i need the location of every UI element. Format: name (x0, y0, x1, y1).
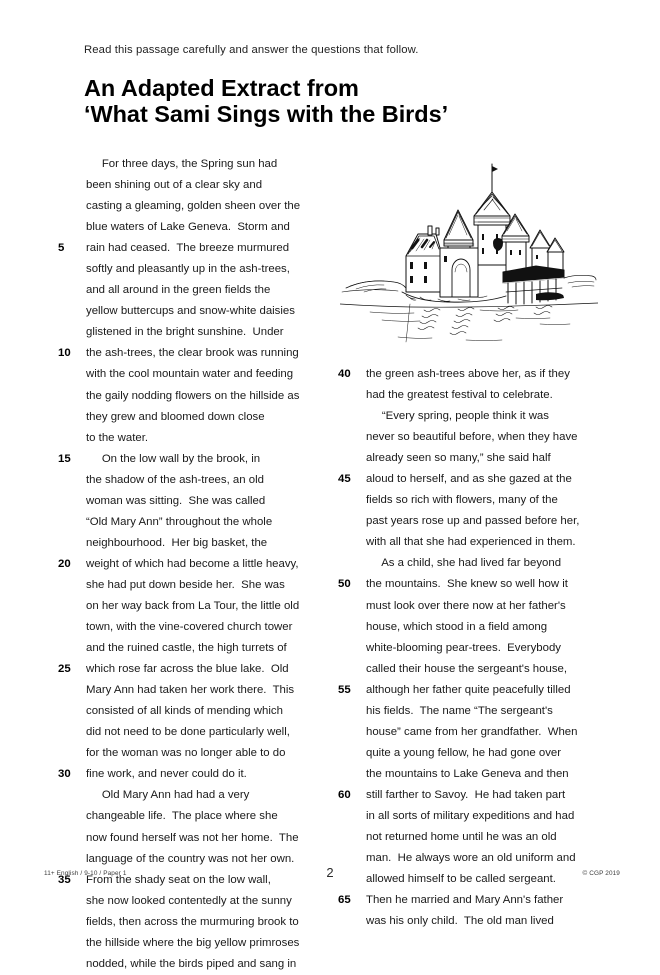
line-number: 40 (338, 368, 351, 380)
passage-line-text: not returned home until he was an old (366, 831, 557, 844)
passage-line (338, 806, 600, 827)
passage-line-text: the hillside where the big yellow primroses (86, 936, 300, 949)
passage-line-text: and all around in the green fields the (86, 284, 271, 297)
passage-line-text: did not need to be done particularly well, (86, 726, 290, 739)
passage-line (58, 428, 320, 449)
footer-copyright: © CGP 2019 (582, 870, 620, 877)
passage-line (58, 259, 320, 280)
passage-line-text: neighbourhood. Her big basket, the (86, 536, 268, 549)
passage-line (338, 574, 600, 595)
passage-line-text: blue waters of Lake Geneva. Storm and (86, 221, 290, 234)
passage-line (338, 427, 600, 448)
passage-line-text: never so beautiful before, when they have (366, 431, 578, 444)
passage-line (58, 322, 320, 343)
footer-reference: 11+ English / 9-10 / Paper 1 (44, 870, 127, 877)
line-number: 65 (338, 894, 351, 907)
passage-line-text: had the greatest festival to celebrate. (366, 389, 553, 402)
passage-line-text: with all that she had experienced in them. (366, 536, 576, 549)
passage-line (58, 554, 320, 575)
passage-line-text: language of the country was not her own. (86, 852, 295, 865)
passage-line (58, 533, 320, 554)
page-title-line-1: An Adapted Extract from (84, 75, 359, 101)
passage-line (58, 912, 320, 933)
passage-line (338, 385, 600, 406)
passage-line-text: From the shady seat on the low wall, (86, 873, 271, 886)
passage-line (338, 722, 600, 743)
passage-line (338, 743, 600, 764)
line-number: 15 (58, 452, 71, 465)
passage-line (338, 596, 600, 617)
passage-line-text: Then he married and Mary Ann's father (366, 894, 564, 907)
passage-line (58, 806, 320, 827)
passage-line (338, 827, 600, 848)
passage-line (58, 470, 320, 491)
passage-line (58, 659, 320, 680)
passage-line (58, 407, 320, 428)
passage-line (58, 175, 320, 196)
passage-line (58, 301, 320, 322)
passage-line-text: his fields. The name “The sergeant's (366, 704, 553, 717)
passage-line-text: which rose far across the blue lake. Old (86, 663, 289, 676)
passage-line-text: in all sorts of military expeditions and had (366, 809, 575, 822)
passage-line-text: the green ash-trees above her, as if they (366, 368, 570, 380)
passage-line (58, 743, 320, 764)
passage-line-text: although her father quite peacefully tilled (366, 683, 571, 696)
passage-line-text: still farther to Savoy. He had taken part (366, 788, 566, 801)
passage-line (338, 490, 600, 511)
passage-line-text: softly and pleasantly up in the ash-trees, (86, 263, 290, 276)
line-number: 20 (58, 557, 71, 570)
passage-line-text: allowed himself to be called sergeant. (366, 873, 556, 886)
passage-line-text: “Every spring, people think it was (366, 410, 549, 423)
line-number: 50 (338, 578, 351, 591)
passage-line-text: she now looked contentedly at the sunny (86, 894, 292, 907)
passage-line-text: aloud to herself, and as she gazed at the (366, 473, 572, 486)
passage-line-text: man. He always wore an old uniform and (366, 852, 576, 865)
passage-line-text: the ash-trees, the clear brook was running (86, 347, 299, 360)
passage-line-text: been shining out of a clear sky and (86, 179, 263, 192)
passage-line-text: consisted of all kinds of mending which (86, 705, 283, 718)
passage-line-text: rain had ceased. The breeze murmured (86, 242, 290, 255)
passage-line-text: the mountains. She knew so well how it (366, 578, 568, 591)
passage-line-text: glistened in the bright sunshine. Under (86, 326, 284, 339)
passage-line-text: with the cool mountain water and feeding (86, 368, 294, 381)
passage-line (58, 238, 320, 259)
passage-line (338, 469, 600, 490)
passage-line (338, 680, 600, 701)
line-number: 45 (338, 473, 351, 486)
passage-line-text: As a child, she had lived far beyond (366, 557, 562, 570)
passage-line-text: Mary Ann had taken her work there. This (86, 684, 295, 697)
passage-line (58, 785, 320, 806)
passage-line-text: weight of which had become a little heavy, (86, 557, 299, 570)
passage-line (338, 448, 600, 469)
passage-line (58, 596, 320, 617)
passage-line-text: the gaily nodding flowers on the hillside as (86, 389, 300, 402)
passage-line-text: “Old Mary Ann” throughout the whole (86, 515, 273, 528)
passage-line (338, 701, 600, 722)
passage-column-1 (58, 154, 320, 975)
passage-line-text: they grew and bloomed down close (86, 410, 265, 423)
passage-line (58, 680, 320, 701)
passage-line-text: fine work, and never could do it. (86, 768, 247, 781)
passage-line (58, 491, 320, 512)
instruction-text: Read this passage carefully and answer the questions that follow. (84, 44, 419, 56)
passage-line-text: woman was sitting. She was called (86, 494, 266, 507)
passage-line (338, 764, 600, 785)
passage-line (58, 386, 320, 407)
passage-line-text: fields, then across the murmuring brook to (86, 915, 299, 928)
passage-line (58, 364, 320, 385)
passage-line (338, 785, 600, 806)
passage-line-text: she had put down beside her. She was (86, 578, 285, 591)
castle-on-lake-illustration (340, 152, 598, 348)
passage-line (338, 659, 600, 680)
passage-line-text: nodded, while the birds piped and sang in (86, 957, 297, 970)
passage-line (338, 911, 600, 932)
passage-line (58, 343, 320, 364)
page-title-line-2: ‘What Sami Sings with the Birds’ (84, 100, 449, 127)
passage-line-text: the mountains to Lake Geneva and then (366, 767, 569, 780)
passage-line-text: to the water. (86, 431, 149, 444)
passage-line (58, 575, 320, 596)
passage-line-text: for the woman was no longer able to do (86, 747, 286, 760)
passage-line-text: Old Mary Ann had had a very (86, 789, 250, 802)
passage-line-text: was his only child. The old man lived (366, 915, 554, 928)
passage-line (338, 511, 600, 532)
passage-line (58, 512, 320, 533)
passage-line (58, 954, 320, 975)
passage-line (338, 890, 600, 911)
passage-line (338, 553, 600, 574)
passage-line (338, 532, 600, 553)
passage-line (58, 891, 320, 912)
footer-page-number: 2 (326, 865, 334, 880)
passage-line-text: yellow buttercups and snow-white daisies (86, 305, 295, 318)
passage-line-text: casting a gleaming, golden sheen over the (86, 200, 301, 213)
passage-line-text: quite a young fellow, he had gone over (366, 746, 562, 759)
passage-line-text: and the ruined castle, the high turrets of (86, 642, 287, 655)
line-number: 60 (338, 788, 351, 801)
passage-line-text: town, with the vine-covered church tower (86, 621, 293, 634)
line-number: 35 (58, 873, 71, 886)
passage-line (338, 406, 600, 427)
passage-line (58, 638, 320, 659)
passage-line-text: called their house the sergeant's house, (366, 662, 568, 675)
page-title (84, 76, 604, 127)
passage-line-text: On the low wall by the brook, in (86, 452, 261, 465)
passage-line (58, 217, 320, 238)
passage-line-text: must look over there now at her father's (366, 599, 566, 612)
passage-column-2 (338, 364, 600, 932)
passage-line (58, 764, 320, 785)
passage-line (58, 701, 320, 722)
passage-line-text: house” came from her grandfather. When (366, 725, 578, 738)
passage-line (58, 280, 320, 301)
passage-line (58, 933, 320, 954)
passage-line-text: changeable life. The place where she (86, 810, 278, 823)
passage-line (58, 449, 320, 470)
passage-line (58, 154, 320, 175)
line-number: 10 (58, 347, 71, 360)
passage-line (58, 617, 320, 638)
passage-line-text: house, which stood in a field among (366, 620, 548, 633)
passage-line-text: fields so rich with flowers, many of the (366, 494, 558, 507)
passage-line-text: white-blooming pear-trees. Everybody (366, 641, 561, 654)
passage-line-text: already seen so many,” she said half (366, 452, 551, 465)
passage-line-text: the shadow of the ash-trees, an old (86, 473, 264, 486)
passage-line (338, 638, 600, 659)
passage-line-text: now found herself was not her home. The (86, 831, 299, 844)
passage-line (338, 617, 600, 638)
line-number: 30 (58, 768, 71, 781)
line-number: 5 (58, 242, 65, 255)
passage-line-text: For three days, the Spring sun had (86, 158, 278, 170)
passage-line-text: on her way back from La Tour, the little old (86, 599, 300, 612)
line-number: 55 (338, 683, 351, 696)
passage-line (338, 364, 600, 385)
passage-line (58, 722, 320, 743)
passage-line (58, 828, 320, 849)
passage-line-text: past years rose up and passed before her, (366, 515, 580, 528)
passage-line (58, 196, 320, 217)
line-number: 25 (58, 663, 71, 676)
